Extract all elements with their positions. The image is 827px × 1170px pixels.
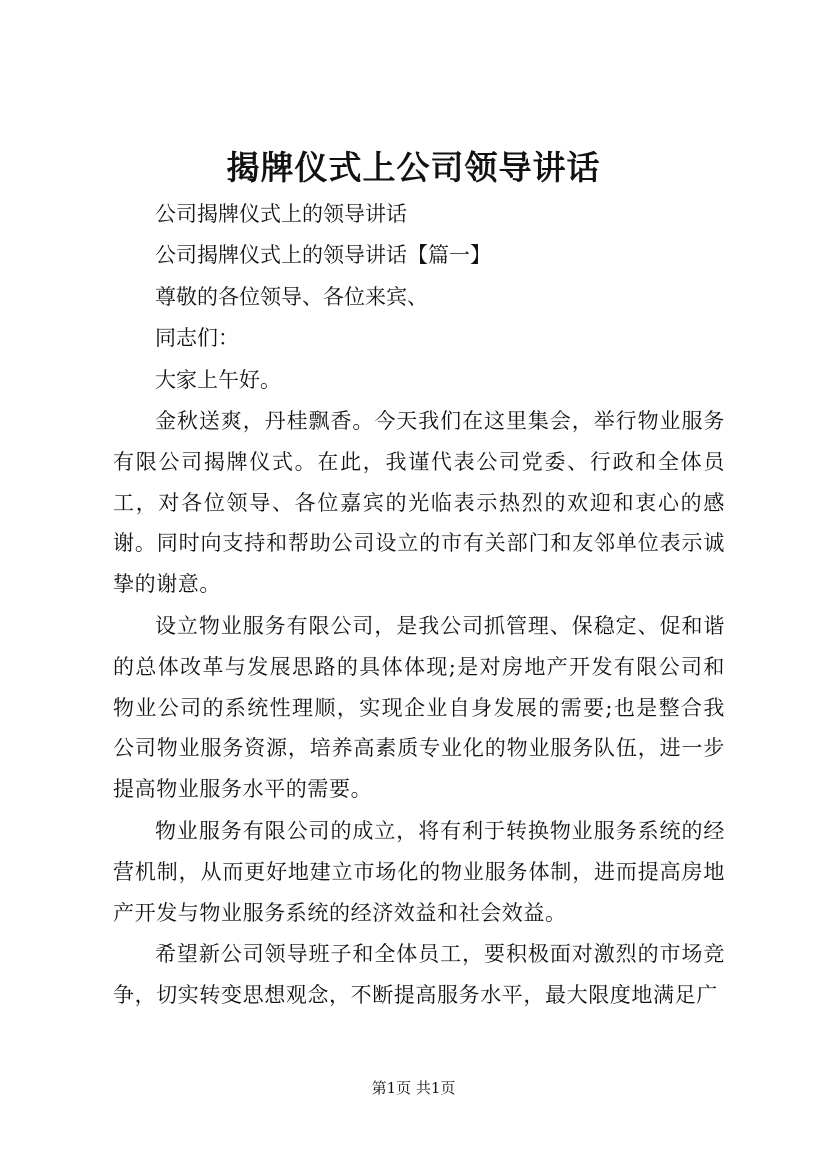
page-footer: 第1页 共1页: [371, 1079, 456, 1097]
body-paragraph-3: 物业服务有限公司的成立，将有利于转换物业服务系统的经营机制，从而更好地建立市场化的物业服务体制，进而提高房地产开发与物业服务系统的经济效益和社会效益。: [113, 819, 725, 925]
intro-line-salutation: 尊敬的各位领导、各位来宾、: [155, 285, 428, 309]
body-paragraph-1: 金秋送爽，丹桂飘香。今天我们在这里集会，举行物业服务有限公司揭牌仪式。在此，我谨代表公司党委、行政和全体员工，对各位领导、各位嘉宾的光临表示热烈的欢迎和衷心的感谢。同时向支持和帮助公司设立的市有关部门和友邻单位表示诚挚的谢意。: [113, 409, 725, 597]
body-paragraph-4: 希望新公司领导班子和全体员工，要积极面对激烈的市场竞争，切实转变思想观念，不断提高服务水平，最大限度地满足广: [113, 942, 725, 1007]
intro-line-greeting: 大家上午好。: [155, 368, 281, 392]
document-title: 揭牌仪式上公司领导讲话: [226, 148, 601, 187]
intro-line-comrades: 同志们：: [155, 326, 239, 350]
intro-line-section: 公司揭牌仪式上的领导讲话【篇一】: [155, 243, 491, 267]
intro-line-title: 公司揭牌仪式上的领导讲话: [155, 202, 407, 226]
body-paragraph-2: 设立物业服务有限公司，是我公司抓管理、保稳定、促和谐的总体改革与发展思路的具体体现;是对房地产开发有限公司和物业公司的系统性理顺，实现企业自身发展的需要;也是整合我公司物业服务资源，培养高素质专业化的物业服务队伍，进一步提高物业服务水平的需要。: [113, 614, 725, 802]
